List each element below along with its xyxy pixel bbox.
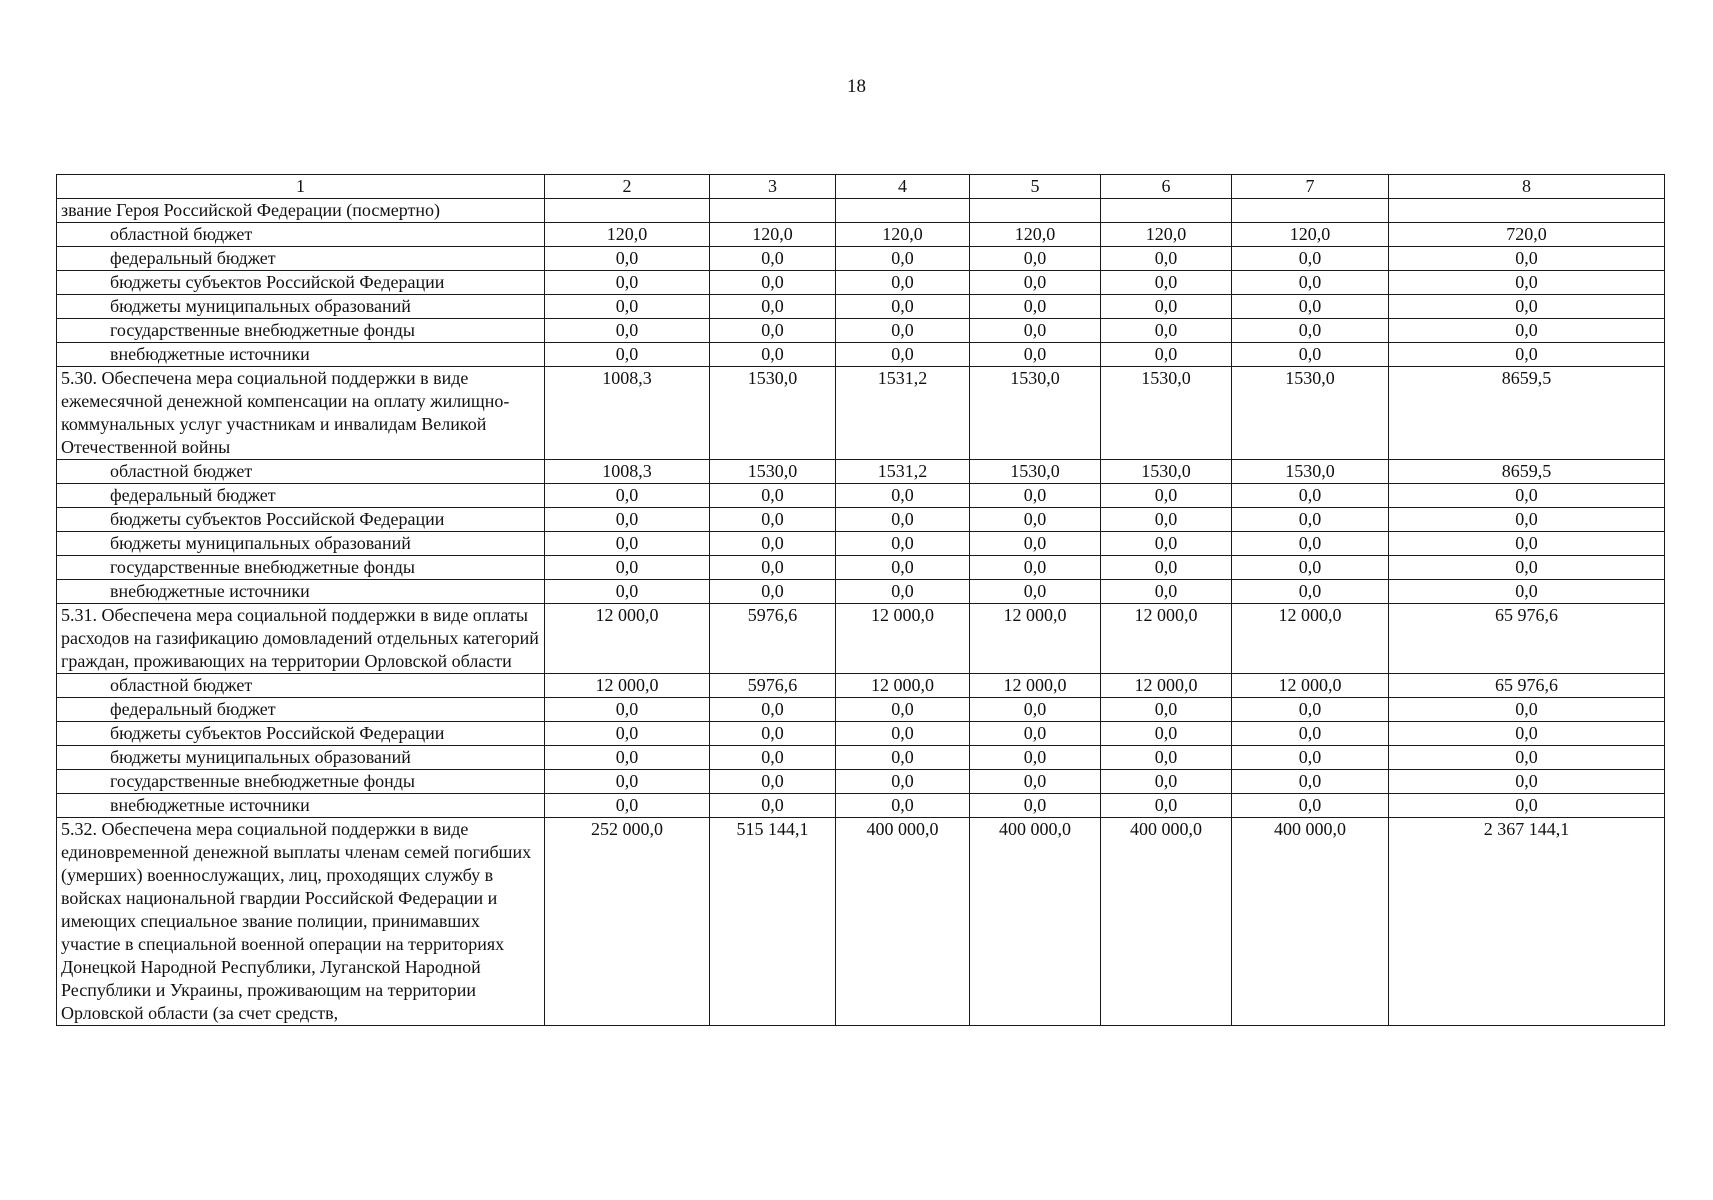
value-cell: 0,0 bbox=[970, 698, 1101, 722]
value-cell: 0,0 bbox=[1389, 746, 1665, 770]
value-cell: 0,0 bbox=[1232, 770, 1389, 794]
value-cell: 0,0 bbox=[1389, 698, 1665, 722]
value-cell: 0,0 bbox=[1389, 271, 1665, 295]
value-cell: 120,0 bbox=[836, 223, 970, 247]
value-cell bbox=[1389, 199, 1665, 223]
table-row-source bbox=[57, 698, 1665, 722]
value-cell: 0,0 bbox=[1232, 698, 1389, 722]
value-cell bbox=[710, 199, 836, 223]
value-cell: 0,0 bbox=[970, 580, 1101, 604]
value-cell: 0,0 bbox=[545, 343, 710, 367]
value-cell: 5976,6 bbox=[710, 604, 836, 674]
row-label: федеральный бюджет bbox=[57, 484, 545, 508]
row-label: внебюджетные источники bbox=[57, 794, 545, 818]
value-cell: 0,0 bbox=[1101, 794, 1232, 818]
value-cell: 12 000,0 bbox=[970, 674, 1101, 698]
value-cell: 0,0 bbox=[545, 295, 710, 319]
value-cell: 1530,0 bbox=[710, 460, 836, 484]
row-label: областной бюджет bbox=[57, 223, 545, 247]
header-cell: 7 bbox=[1232, 175, 1389, 199]
value-cell: 1530,0 bbox=[1101, 367, 1232, 460]
value-cell: 0,0 bbox=[970, 295, 1101, 319]
value-cell: 0,0 bbox=[1389, 580, 1665, 604]
value-cell: 0,0 bbox=[710, 794, 836, 818]
value-cell: 0,0 bbox=[1232, 271, 1389, 295]
value-cell: 400 000,0 bbox=[1101, 818, 1232, 1026]
value-cell bbox=[1101, 199, 1232, 223]
value-cell: 0,0 bbox=[970, 746, 1101, 770]
value-cell: 0,0 bbox=[710, 484, 836, 508]
value-cell: 0,0 bbox=[545, 532, 710, 556]
value-cell: 0,0 bbox=[545, 794, 710, 818]
value-cell: 0,0 bbox=[710, 556, 836, 580]
row-label: бюджеты муниципальных образований bbox=[57, 746, 545, 770]
value-cell bbox=[970, 199, 1101, 223]
value-cell: 120,0 bbox=[710, 223, 836, 247]
value-cell: 120,0 bbox=[1101, 223, 1232, 247]
table-row-source bbox=[57, 508, 1665, 532]
value-cell: 12 000,0 bbox=[1232, 604, 1389, 674]
header-cell: 4 bbox=[836, 175, 970, 199]
table-row-source bbox=[57, 271, 1665, 295]
table-row-source bbox=[57, 794, 1665, 818]
value-cell: 0,0 bbox=[1389, 247, 1665, 271]
row-label: 5.31. Обеспечена мера социальной поддержки в виде оплаты расходов на газификацию домовладений отдельных категорий граждан, проживающих на территории Орловской области bbox=[57, 604, 545, 674]
value-cell: 1531,2 bbox=[836, 460, 970, 484]
value-cell: 0,0 bbox=[1389, 343, 1665, 367]
value-cell: 400 000,0 bbox=[970, 818, 1101, 1026]
value-cell: 0,0 bbox=[836, 698, 970, 722]
value-cell: 12 000,0 bbox=[545, 604, 710, 674]
value-cell: 0,0 bbox=[1232, 722, 1389, 746]
value-cell: 0,0 bbox=[1101, 746, 1232, 770]
row-label: федеральный бюджет bbox=[57, 698, 545, 722]
header-cell: 3 bbox=[710, 175, 836, 199]
row-label: бюджеты субъектов Российской Федерации bbox=[57, 508, 545, 532]
table-row-measure bbox=[57, 367, 1665, 460]
value-cell: 0,0 bbox=[1101, 247, 1232, 271]
value-cell: 0,0 bbox=[1389, 295, 1665, 319]
table-row-measure bbox=[57, 818, 1665, 1026]
value-cell: 1531,2 bbox=[836, 367, 970, 460]
row-label: внебюджетные источники bbox=[57, 580, 545, 604]
value-cell: 0,0 bbox=[836, 508, 970, 532]
table-row-source bbox=[57, 247, 1665, 271]
value-cell: 0,0 bbox=[970, 247, 1101, 271]
value-cell: 0,0 bbox=[710, 532, 836, 556]
value-cell: 0,0 bbox=[710, 295, 836, 319]
value-cell: 12 000,0 bbox=[545, 674, 710, 698]
value-cell: 0,0 bbox=[545, 770, 710, 794]
value-cell: 0,0 bbox=[1101, 698, 1232, 722]
value-cell: 12 000,0 bbox=[970, 604, 1101, 674]
value-cell: 1008,3 bbox=[545, 367, 710, 460]
table-row-source bbox=[57, 556, 1665, 580]
value-cell: 5976,6 bbox=[710, 674, 836, 698]
value-cell: 0,0 bbox=[970, 319, 1101, 343]
value-cell: 0,0 bbox=[970, 343, 1101, 367]
value-cell: 0,0 bbox=[836, 556, 970, 580]
value-cell: 0,0 bbox=[1232, 580, 1389, 604]
value-cell: 0,0 bbox=[710, 698, 836, 722]
header-cell: 6 bbox=[1101, 175, 1232, 199]
value-cell: 252 000,0 bbox=[545, 818, 710, 1026]
table-row-source bbox=[57, 223, 1665, 247]
table-row-measure bbox=[57, 199, 1665, 223]
table-row-source bbox=[57, 746, 1665, 770]
value-cell: 515 144,1 bbox=[710, 818, 836, 1026]
value-cell: 8659,5 bbox=[1389, 460, 1665, 484]
table-row-source bbox=[57, 532, 1665, 556]
value-cell: 120,0 bbox=[970, 223, 1101, 247]
value-cell bbox=[545, 199, 710, 223]
value-cell: 0,0 bbox=[836, 746, 970, 770]
value-cell: 0,0 bbox=[1389, 770, 1665, 794]
value-cell: 12 000,0 bbox=[1232, 674, 1389, 698]
value-cell: 1530,0 bbox=[1232, 460, 1389, 484]
row-label: государственные внебюджетные фонды bbox=[57, 770, 545, 794]
value-cell: 0,0 bbox=[710, 746, 836, 770]
table-row-source bbox=[57, 674, 1665, 698]
value-cell: 0,0 bbox=[1389, 722, 1665, 746]
value-cell: 0,0 bbox=[970, 271, 1101, 295]
value-cell: 0,0 bbox=[1232, 484, 1389, 508]
table-row-source bbox=[57, 343, 1665, 367]
table-row-source bbox=[57, 484, 1665, 508]
table-row-source bbox=[57, 460, 1665, 484]
value-cell: 0,0 bbox=[1101, 319, 1232, 343]
value-cell: 65 976,6 bbox=[1389, 674, 1665, 698]
value-cell: 0,0 bbox=[710, 508, 836, 532]
value-cell: 12 000,0 bbox=[1101, 674, 1232, 698]
value-cell: 0,0 bbox=[1232, 319, 1389, 343]
value-cell: 0,0 bbox=[545, 556, 710, 580]
value-cell: 0,0 bbox=[1389, 794, 1665, 818]
row-label: бюджеты субъектов Российской Федерации bbox=[57, 271, 545, 295]
value-cell: 1530,0 bbox=[970, 460, 1101, 484]
value-cell: 0,0 bbox=[970, 794, 1101, 818]
value-cell: 0,0 bbox=[1232, 508, 1389, 532]
value-cell: 0,0 bbox=[1101, 484, 1232, 508]
row-label: бюджеты субъектов Российской Федерации bbox=[57, 722, 545, 746]
table-row-source bbox=[57, 722, 1665, 746]
table-row-source bbox=[57, 770, 1665, 794]
value-cell bbox=[1232, 199, 1389, 223]
value-cell: 0,0 bbox=[1101, 556, 1232, 580]
value-cell: 0,0 bbox=[1101, 508, 1232, 532]
table-row-measure bbox=[57, 604, 1665, 674]
value-cell: 0,0 bbox=[1389, 484, 1665, 508]
value-cell: 12 000,0 bbox=[836, 604, 970, 674]
value-cell: 120,0 bbox=[545, 223, 710, 247]
value-cell: 0,0 bbox=[1101, 770, 1232, 794]
value-cell: 0,0 bbox=[836, 271, 970, 295]
value-cell: 0,0 bbox=[545, 746, 710, 770]
value-cell: 720,0 bbox=[1389, 223, 1665, 247]
value-cell: 65 976,6 bbox=[1389, 604, 1665, 674]
row-label: государственные внебюджетные фонды bbox=[57, 556, 545, 580]
value-cell: 0,0 bbox=[1389, 556, 1665, 580]
value-cell: 0,0 bbox=[1232, 746, 1389, 770]
value-cell: 0,0 bbox=[1232, 532, 1389, 556]
table-row-source bbox=[57, 319, 1665, 343]
budget-table bbox=[56, 174, 1665, 1026]
value-cell: 0,0 bbox=[545, 722, 710, 746]
value-cell: 400 000,0 bbox=[836, 818, 970, 1026]
value-cell: 0,0 bbox=[836, 722, 970, 746]
value-cell: 0,0 bbox=[710, 319, 836, 343]
value-cell: 400 000,0 bbox=[1232, 818, 1389, 1026]
value-cell: 0,0 bbox=[1232, 295, 1389, 319]
value-cell: 0,0 bbox=[545, 484, 710, 508]
value-cell: 0,0 bbox=[1232, 794, 1389, 818]
value-cell: 1530,0 bbox=[1101, 460, 1232, 484]
row-label: бюджеты муниципальных образований bbox=[57, 532, 545, 556]
value-cell: 8659,5 bbox=[1389, 367, 1665, 460]
value-cell: 0,0 bbox=[710, 580, 836, 604]
value-cell: 0,0 bbox=[545, 580, 710, 604]
value-cell: 0,0 bbox=[1101, 295, 1232, 319]
value-cell: 0,0 bbox=[970, 770, 1101, 794]
row-label: федеральный бюджет bbox=[57, 247, 545, 271]
value-cell: 0,0 bbox=[836, 532, 970, 556]
row-label: бюджеты муниципальных образований bbox=[57, 295, 545, 319]
header-cell: 5 bbox=[970, 175, 1101, 199]
value-cell: 0,0 bbox=[1232, 343, 1389, 367]
value-cell: 0,0 bbox=[836, 343, 970, 367]
value-cell: 0,0 bbox=[1101, 532, 1232, 556]
value-cell: 0,0 bbox=[836, 580, 970, 604]
value-cell: 0,0 bbox=[545, 247, 710, 271]
header-cell: 2 bbox=[545, 175, 710, 199]
value-cell: 12 000,0 bbox=[836, 674, 970, 698]
value-cell: 0,0 bbox=[545, 698, 710, 722]
value-cell: 0,0 bbox=[970, 532, 1101, 556]
value-cell: 0,0 bbox=[710, 271, 836, 295]
table-row-source bbox=[57, 580, 1665, 604]
header-cell: 1 bbox=[57, 175, 545, 199]
value-cell: 0,0 bbox=[545, 508, 710, 532]
value-cell: 0,0 bbox=[836, 319, 970, 343]
row-label: внебюджетные источники bbox=[57, 343, 545, 367]
value-cell: 0,0 bbox=[1101, 271, 1232, 295]
row-label: звание Героя Российской Федерации (посмертно) bbox=[57, 199, 545, 223]
value-cell: 0,0 bbox=[970, 508, 1101, 532]
value-cell: 0,0 bbox=[970, 722, 1101, 746]
row-label: областной бюджет bbox=[57, 460, 545, 484]
value-cell: 0,0 bbox=[1389, 319, 1665, 343]
table-row-source bbox=[57, 295, 1665, 319]
value-cell: 0,0 bbox=[1389, 532, 1665, 556]
row-label: областной бюджет bbox=[57, 674, 545, 698]
value-cell: 0,0 bbox=[710, 247, 836, 271]
value-cell bbox=[836, 199, 970, 223]
value-cell: 12 000,0 bbox=[1101, 604, 1232, 674]
value-cell: 1530,0 bbox=[1232, 367, 1389, 460]
row-label: государственные внебюджетные фонды bbox=[57, 319, 545, 343]
value-cell: 0,0 bbox=[836, 247, 970, 271]
value-cell: 0,0 bbox=[1101, 580, 1232, 604]
header-row bbox=[57, 175, 1665, 199]
value-cell: 0,0 bbox=[836, 794, 970, 818]
value-cell: 0,0 bbox=[836, 770, 970, 794]
value-cell: 0,0 bbox=[1232, 556, 1389, 580]
value-cell: 0,0 bbox=[1101, 343, 1232, 367]
row-label: 5.32. Обеспечена мера социальной поддержки в виде единовременной денежной выплаты членам семей погибших (умерших) военнослужащих, лиц, проходящих службу в войсках национальной гвардии Российской Федерации и имеющих специальное звание полиции, принимавших участие в специальной военной операции на территориях Донецкой Народной Республики, Луганской Народной Республики и Украины, проживающим на территории Орловской области (за счет средств, bbox=[57, 818, 545, 1026]
value-cell: 0,0 bbox=[545, 271, 710, 295]
value-cell: 1008,3 bbox=[545, 460, 710, 484]
value-cell: 0,0 bbox=[970, 556, 1101, 580]
table-body bbox=[57, 175, 1665, 1026]
value-cell: 1530,0 bbox=[710, 367, 836, 460]
page-number: 18 bbox=[847, 76, 866, 97]
value-cell: 0,0 bbox=[710, 722, 836, 746]
value-cell: 0,0 bbox=[1101, 722, 1232, 746]
header-cell: 8 bbox=[1389, 175, 1665, 199]
value-cell: 0,0 bbox=[545, 319, 710, 343]
value-cell: 0,0 bbox=[836, 295, 970, 319]
value-cell: 0,0 bbox=[1232, 247, 1389, 271]
value-cell: 2 367 144,1 bbox=[1389, 818, 1665, 1026]
value-cell: 1530,0 bbox=[970, 367, 1101, 460]
value-cell: 0,0 bbox=[710, 770, 836, 794]
value-cell: 0,0 bbox=[710, 343, 836, 367]
value-cell: 0,0 bbox=[1389, 508, 1665, 532]
value-cell: 0,0 bbox=[836, 484, 970, 508]
value-cell: 120,0 bbox=[1232, 223, 1389, 247]
row-label: 5.30. Обеспечена мера социальной поддержки в виде ежемесячной денежной компенсации на оплату жилищно-коммунальных услуг участникам и инвалидам Великой Отечественной войны bbox=[57, 367, 545, 460]
value-cell: 0,0 bbox=[970, 484, 1101, 508]
